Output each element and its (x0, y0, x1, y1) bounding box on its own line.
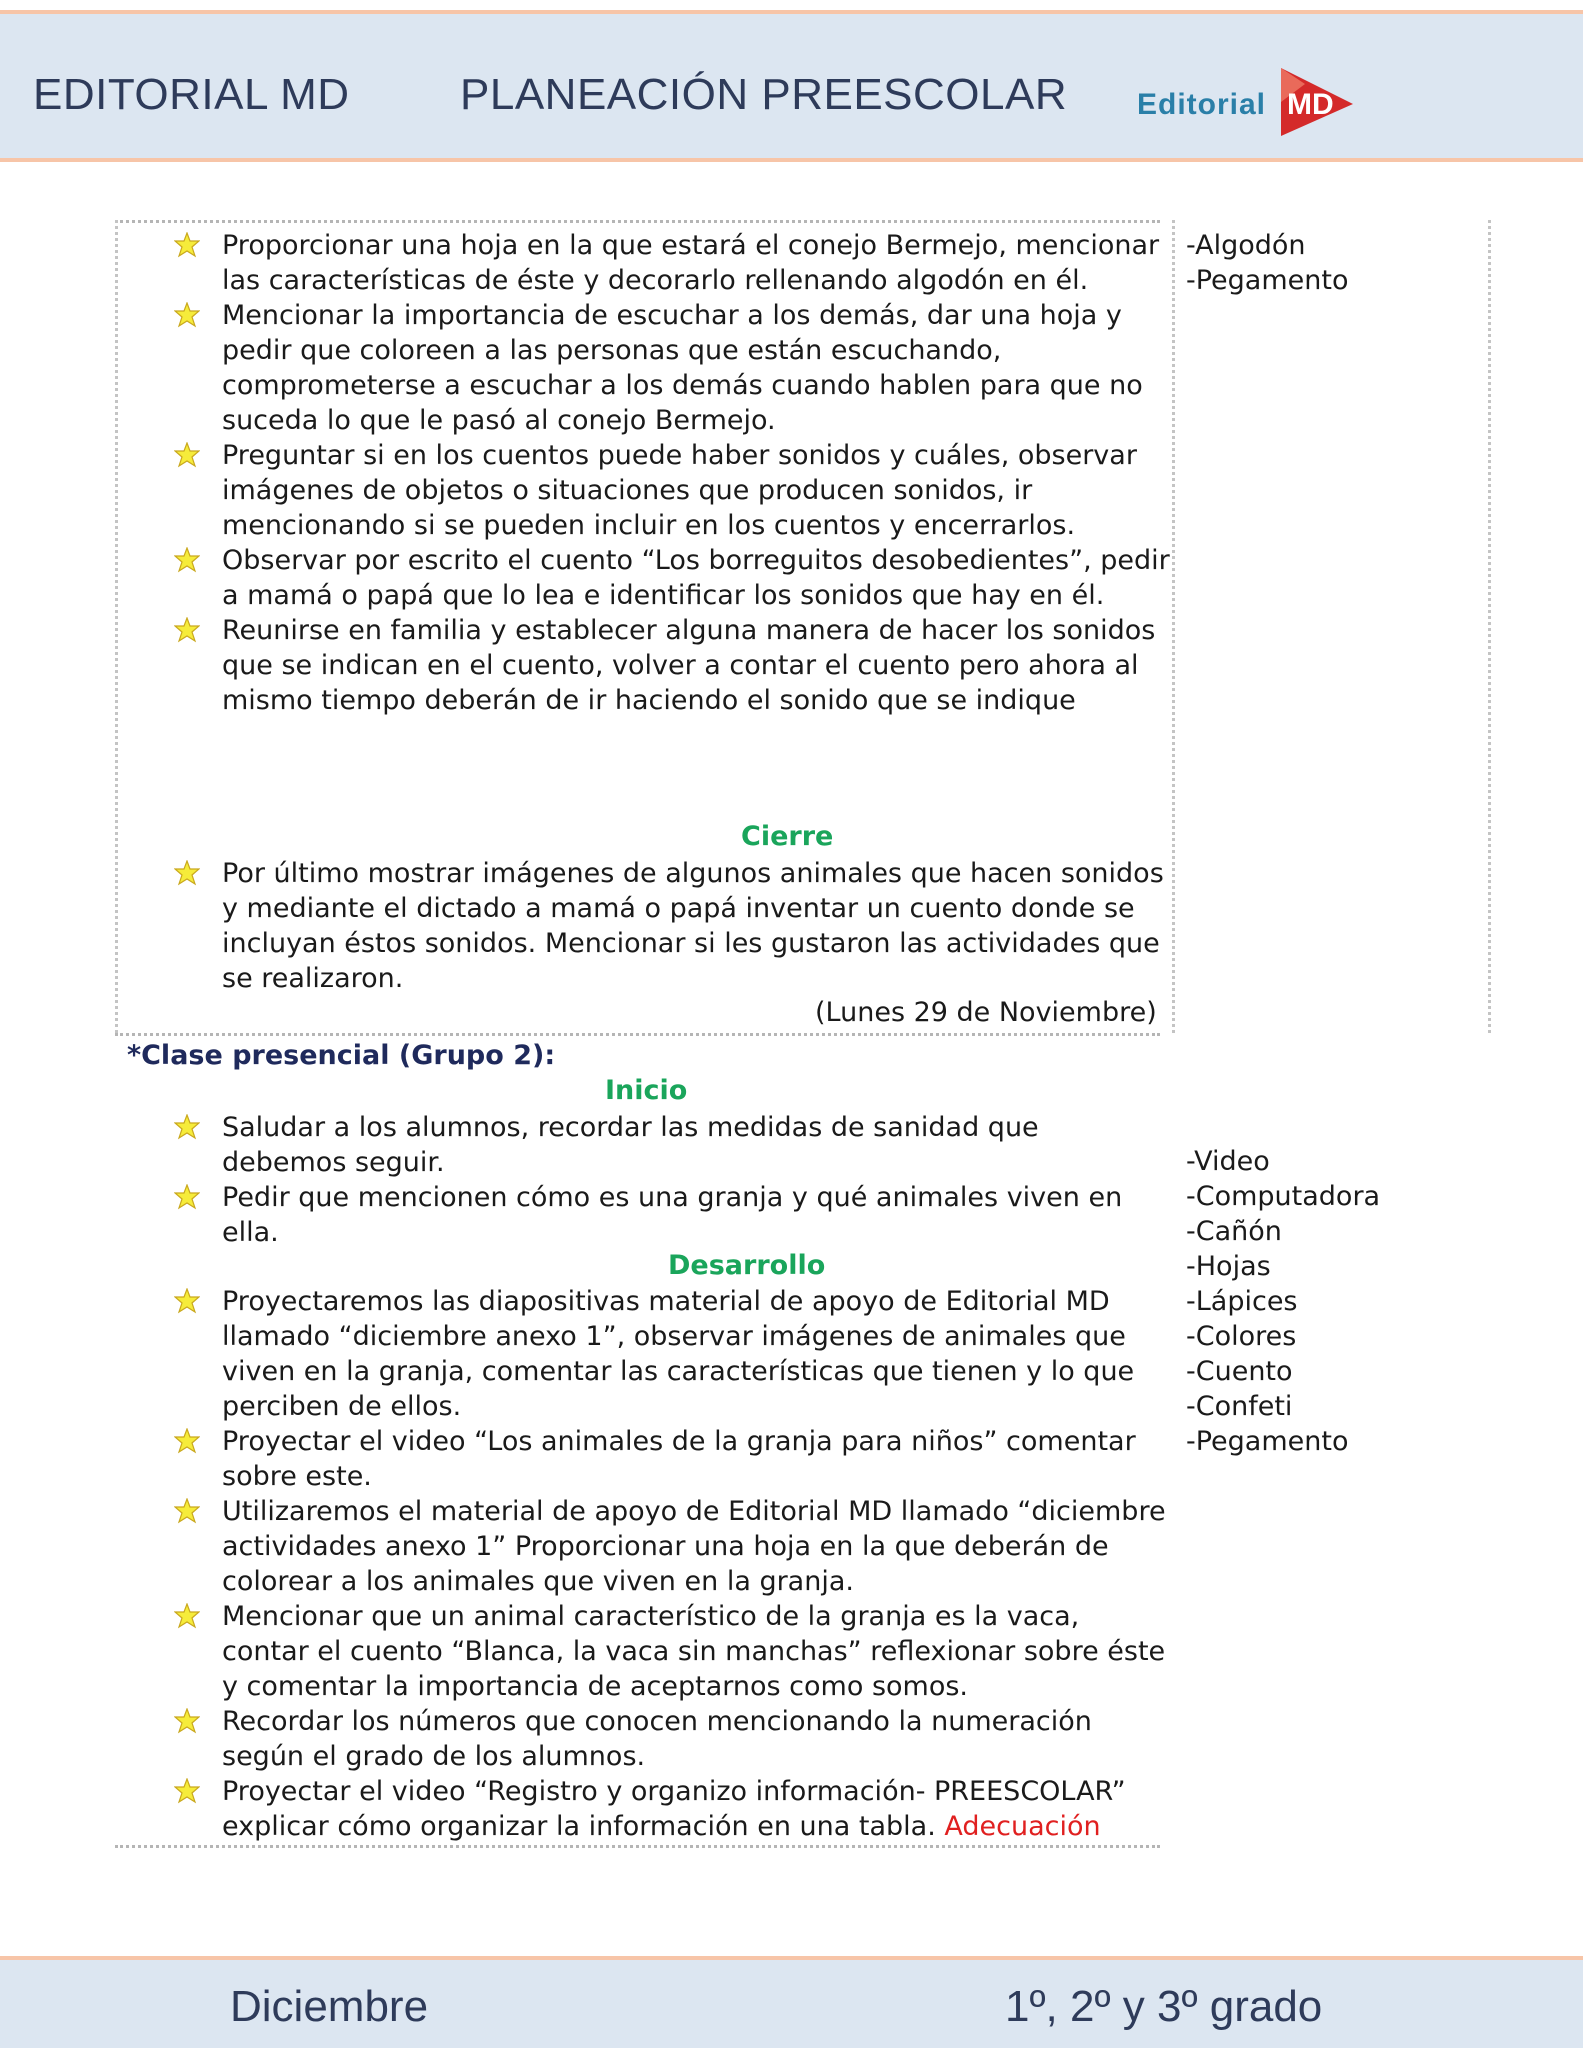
star-bullet-icon (174, 860, 200, 886)
material-item: -Lápices (1186, 1286, 1298, 1317)
page-footer (0, 1956, 1583, 2048)
publisher-title: EDITORIAL MD (33, 70, 350, 119)
list-item: Recordar los números que conocen mencionando la numeración según el grado de los alumnos. (170, 1704, 1170, 1774)
document-title: PLANEACIÓN PREESCOLAR (460, 70, 1068, 119)
md-play-logo-icon (1275, 64, 1357, 138)
material-item: -Confeti (1186, 1391, 1293, 1422)
frame-bottom-line (115, 1845, 1160, 1848)
material-item: -Hojas (1186, 1251, 1271, 1282)
star-bullet-icon (174, 1603, 200, 1629)
material-item: -Cañón (1186, 1216, 1282, 1247)
desarrollo-heading: Desarrollo (668, 1250, 826, 1281)
frame-mid-line (115, 1033, 1160, 1036)
list-item: Pedir que mencionen cómo es una granja y qué animales viven en ella. (170, 1180, 1170, 1250)
material-item: -Pegamento (1186, 1426, 1349, 1457)
list-item: Preguntar si en los cuentos puede haber sonidos y cuáles, observar imágenes de objetos o situaciones que producen sonidos, ir mencionando si se pueden incluir en los cuentos y encerrarlos. (170, 438, 1170, 543)
cierre-activity-list (170, 856, 1170, 996)
list-item: Mencionar la importancia de escuchar a los demás, dar una hoja y pedir que coloreen a las personas que están escuchando, comprometerse a escuchar a los demás cuando hablen para que no suceda lo que le pasó al conejo Bermejo. (170, 298, 1170, 438)
material-item: -Computadora (1186, 1181, 1381, 1212)
page-header (0, 10, 1583, 162)
inicio-activity-list (170, 1110, 1170, 1250)
section2-materials-list (1186, 1144, 1380, 1459)
star-bullet-icon (174, 1778, 200, 1804)
star-bullet-icon (174, 1428, 200, 1454)
star-bullet-icon (174, 617, 200, 643)
star-bullet-icon (174, 1288, 200, 1314)
material-item: -Algodón (1186, 230, 1306, 261)
star-bullet-icon (174, 442, 200, 468)
adecuacion-link[interactable]: Adecuación (944, 1811, 1101, 1842)
cierre-heading: Cierre (741, 821, 834, 852)
frame-top-line (115, 220, 1160, 223)
star-bullet-icon (174, 1498, 200, 1524)
list-item: Proyectar el video “Registro y organizo información- PREESCOLAR” explicar cómo organizar la información en una tabla. Adecuación (170, 1774, 1170, 1844)
material-item: -Video (1186, 1146, 1270, 1177)
list-item: Proporcionar una hoja en la que estará el conejo Bermejo, mencionar las características de éste y decorarlo rellenando algodón en él. (170, 228, 1170, 298)
frame-left-line (115, 220, 118, 1033)
session-date: (Lunes 29 de Noviembre) (815, 997, 1157, 1028)
list-item: Reunirse en familia y establecer alguna manera de hacer los sonidos que se indican en el cuento, volver a contar el cuento pero ahora al mismo tiempo deberán de ir haciendo el sonido que se indique (170, 613, 1170, 718)
list-item: Utilizaremos el material de apoyo de Editorial MD llamado “diciembre actividades anexo 1” Proporcionar una hoja en la que deberán de colorear a los animales que viven en la granja. (170, 1494, 1170, 1599)
desarrollo-activity-list (170, 1284, 1170, 1844)
logo-text: Editorial (1137, 88, 1267, 121)
editorial-md-logo (1135, 54, 1365, 144)
star-bullet-icon (174, 547, 200, 573)
material-item: -Pegamento (1186, 265, 1349, 296)
footer-month: Diciembre (230, 1982, 429, 2031)
material-item: -Cuento (1186, 1356, 1293, 1387)
list-item: Proyectaremos las diapositivas material de apoyo de Editorial MD llamado “diciembre anexo 1”, observar imágenes de animales que viven en la granja, comentar las características que tienen y lo que perciben de ellos. (170, 1284, 1170, 1424)
material-item: -Colores (1186, 1321, 1297, 1352)
list-item: Saludar a los alumnos, recordar las medidas de sanidad que debemos seguir. (170, 1110, 1170, 1180)
footer-grades: 1º, 2º y 3º grado (1005, 1982, 1323, 2031)
section1-materials-list (1186, 228, 1349, 298)
svg-text:MD: MD (1287, 88, 1334, 121)
list-item: Mencionar que un animal característico de la granja es la vaca, contar el cuento “Blanca, la vaca sin manchas” reflexionar sobre éste y comentar la importancia de aceptarnos como somos. (170, 1599, 1170, 1704)
list-item: Por último mostrar imágenes de algunos animales que hacen sonidos y mediante el dictado a mamá o papá inventar un cuento donde se incluyan éstos sonidos. Mencionar si les gustaron las actividades que se realizaron. (170, 856, 1170, 996)
inicio-heading: Inicio (605, 1075, 688, 1106)
frame-right-line (1488, 220, 1491, 1033)
group-2-title: *Clase presencial (Grupo 2): (127, 1040, 556, 1071)
star-bullet-icon (174, 1184, 200, 1210)
list-item: Proyectar el video “Los animales de la granja para niños” comentar sobre este. (170, 1424, 1170, 1494)
star-bullet-icon (174, 232, 200, 258)
star-bullet-icon (174, 1708, 200, 1734)
section1-activity-list (170, 228, 1170, 718)
list-item: Observar por escrito el cuento “Los borreguitos desobedientes”, pedir a mamá o papá que lo lea e identificar los sonidos que hay en él. (170, 543, 1170, 613)
frame-divider-line (1172, 220, 1175, 1033)
star-bullet-icon (174, 1114, 200, 1140)
star-bullet-icon (174, 302, 200, 328)
